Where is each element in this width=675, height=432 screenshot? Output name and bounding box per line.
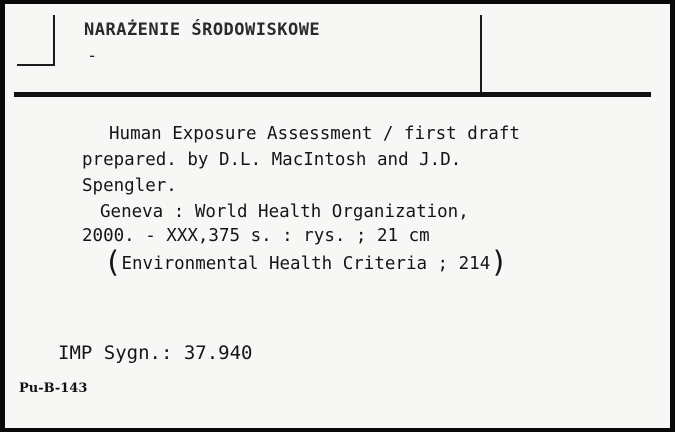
series-open-paren: ( xyxy=(104,245,122,279)
library-stamp: Pu-B-143 xyxy=(19,381,88,396)
title-line-1: Human Exposure Assessment / first draft xyxy=(109,124,520,144)
call-number: IMP Sygn.: 37.940 xyxy=(58,342,253,364)
imprint-line: Geneva : World Health Organization, xyxy=(100,202,469,222)
subject-heading: NARAŻENIE ŚRODOWISKOWE xyxy=(84,20,321,40)
title-line-2: prepared. by D.L. MacIntosh and J.D. xyxy=(82,150,462,170)
catalog-card xyxy=(5,4,670,428)
collation-line: 2000. - XXX,375 s. : rys. ; 21 cm xyxy=(82,226,430,246)
corner-mark-base xyxy=(17,64,55,66)
series-close-paren: ) xyxy=(490,245,508,279)
title-line-3: Spengler. xyxy=(82,176,177,196)
header-divider xyxy=(480,15,482,93)
corner-mark xyxy=(53,15,55,66)
series-statement xyxy=(104,247,508,279)
series-text: Environmental Health Criteria ; 214 xyxy=(121,254,491,274)
subject-subheading: - xyxy=(87,46,98,66)
heading-rule xyxy=(14,92,651,97)
